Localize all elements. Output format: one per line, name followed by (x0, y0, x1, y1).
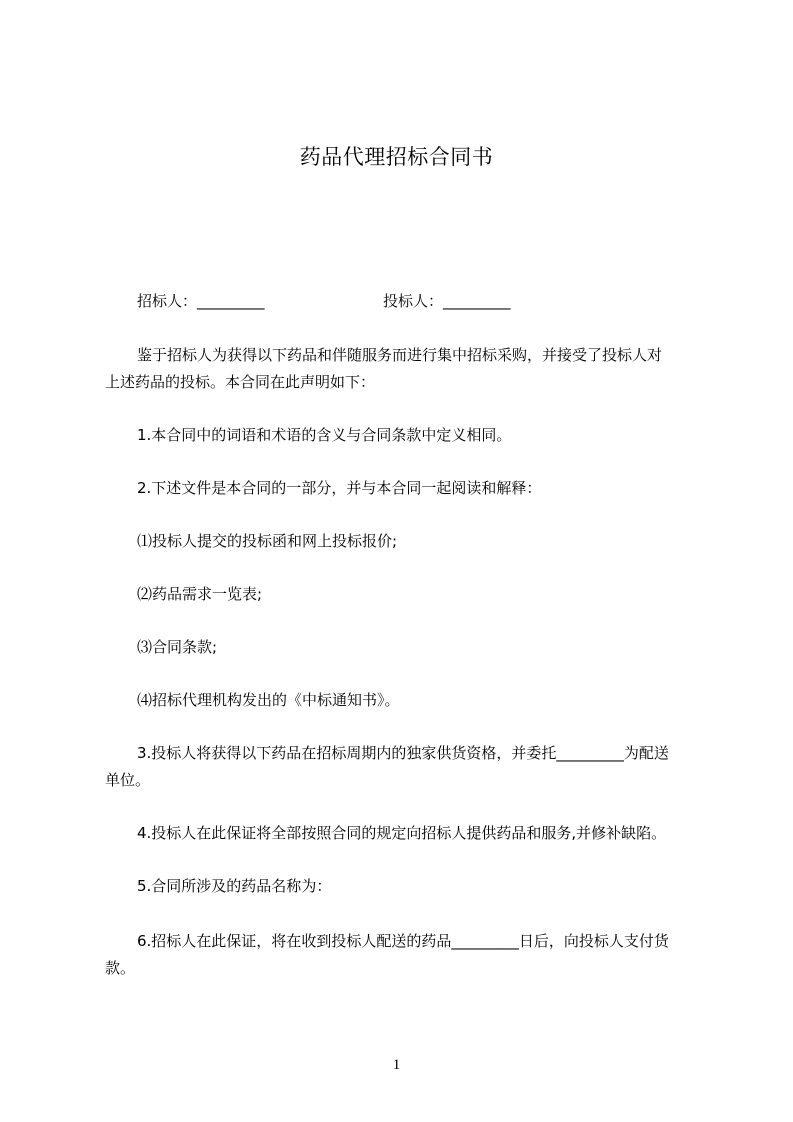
item-3-text: ⑶合同条款; (137, 638, 218, 656)
item-1-text: ⑴投标人提交的投标函和网上投标报价; (137, 532, 398, 550)
page-number: 1 (392, 1057, 401, 1073)
document-item-3 (105, 634, 710, 660)
clause-5 (105, 873, 710, 899)
intro-text-1: 鉴于招标人为获得以下药品和伴随服务而进行集中招标采购，并接受了投标人对 (137, 346, 663, 364)
clause-4-text: 4.投标人在此保证将全部按照合同的规定向招标人提供药品和服务,并修补缺陷。 (137, 824, 667, 842)
clause-6-line-1 (105, 928, 710, 954)
clause-3-text-1: 3.投标人将获得以下药品在招标周期内的独家供货资格，并委托_________为配送 (137, 744, 669, 762)
clause-2 (105, 475, 710, 501)
clause-3-text-2: 单位。 (105, 771, 151, 789)
document-item-2 (105, 581, 710, 607)
item-4-text: ⑷招标代理机构发出的《中标通知书》。 (137, 691, 400, 709)
clause-1-text: 1.本合同中的词语和术语的含义与合同条款中定义相同。 (137, 426, 512, 444)
tenderer-field: 招标人：_________ (137, 292, 265, 310)
clause-5-text: 5.合同所涉及的药品名称为： (137, 877, 332, 895)
clause-4 (105, 820, 710, 846)
clause-6-line-2 (105, 955, 710, 981)
clause-1 (105, 422, 710, 448)
intro-paragraph-line-1 (105, 342, 710, 368)
intro-text-2: 上述药品的投标。本合同在此声明如下： (105, 373, 376, 391)
clause-3-line-1 (105, 740, 710, 766)
clause-6-text-2: 款。 (105, 959, 136, 977)
document-item-1 (105, 528, 710, 554)
item-2-text: ⑵药品需求一览表; (137, 585, 263, 603)
document-title: 药品代理招标合同书 (299, 145, 494, 169)
bidder-field: 投标人：_________ (383, 292, 511, 310)
clause-3-line-2 (105, 767, 710, 793)
clause-6-text-1: 6.招标人在此保证，将在收到投标人配送的药品_________日后，向投标人支付货 (137, 932, 669, 950)
clause-2-text: 2.下述文件是本合同的一部分，并与本合同一起阅读和解释： (137, 479, 542, 497)
document-item-4 (105, 687, 710, 713)
intro-paragraph-line-2 (105, 369, 710, 395)
parties-row (137, 290, 511, 312)
